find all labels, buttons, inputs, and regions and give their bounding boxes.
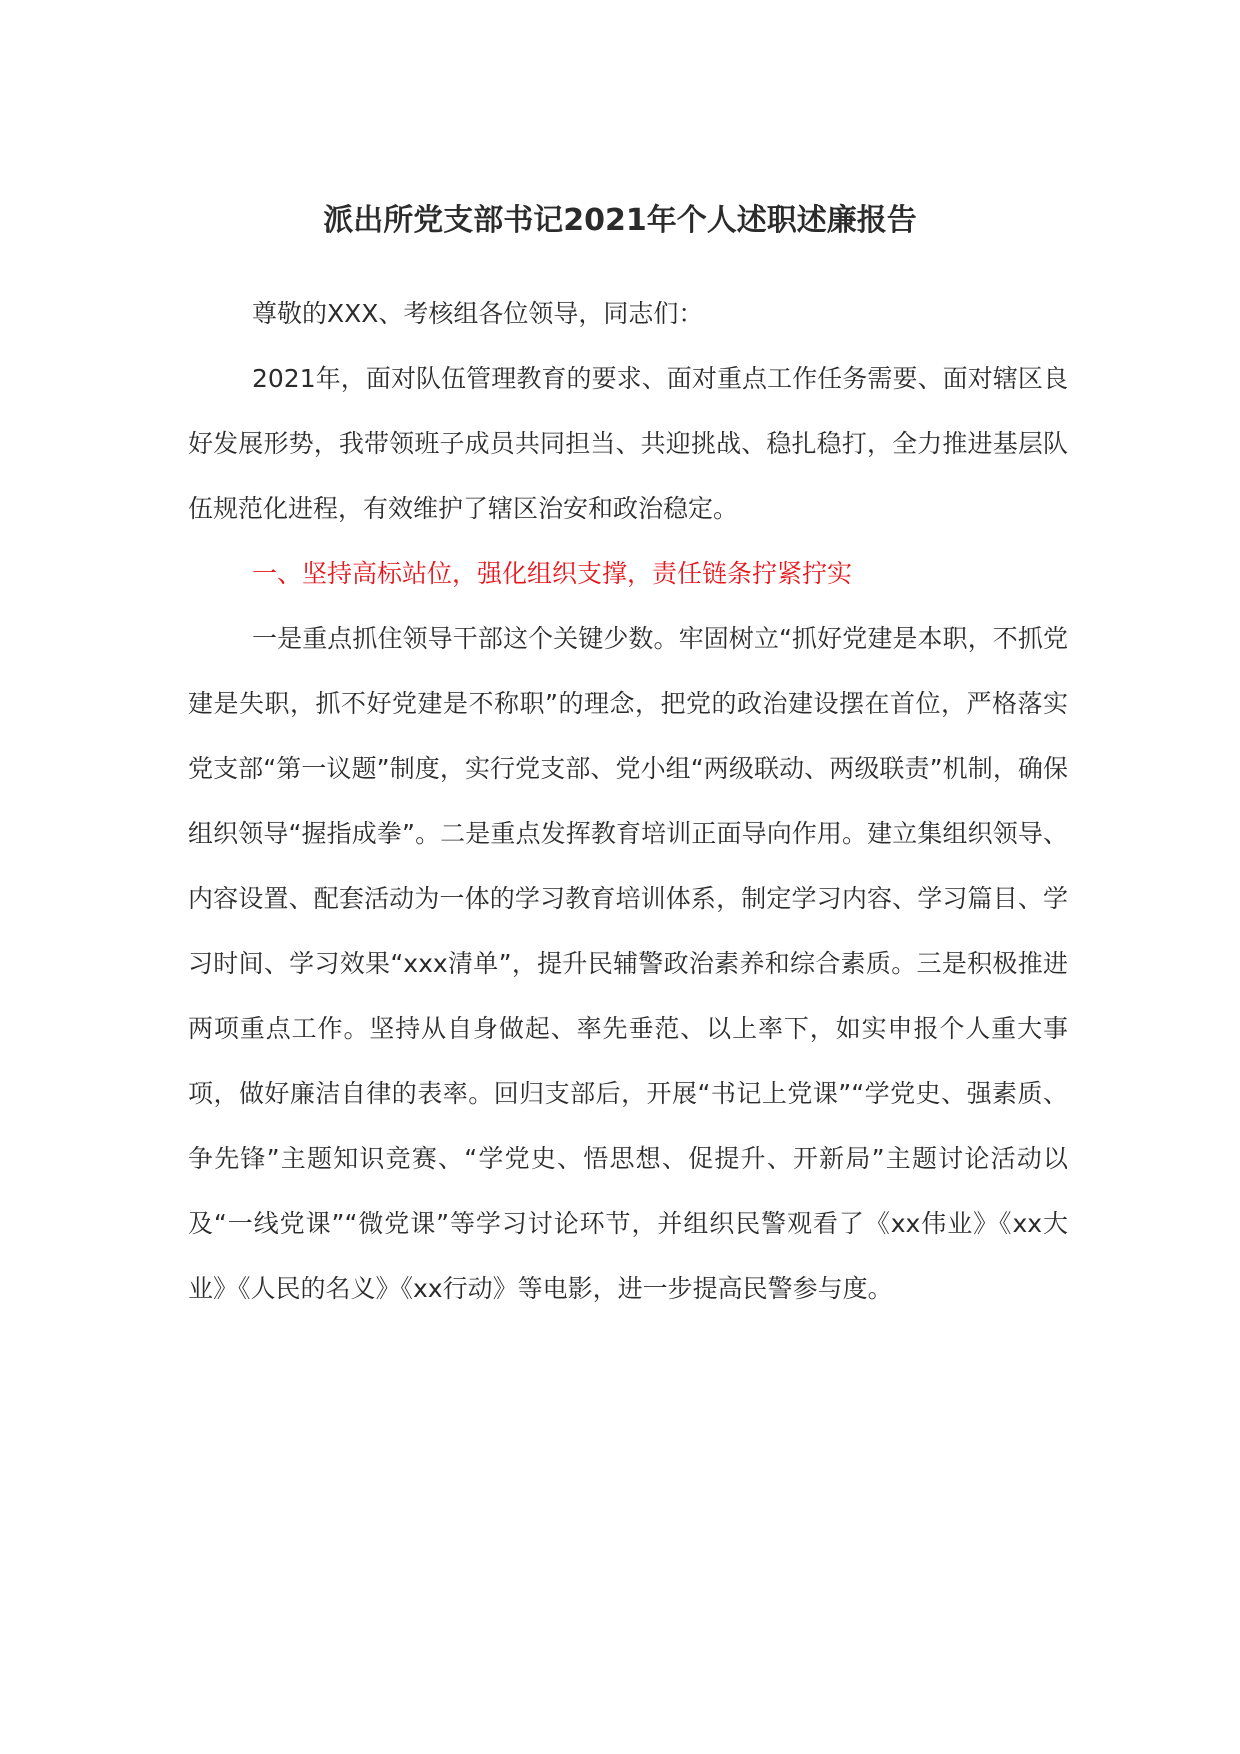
intro-paragraph: 2021年，面对队伍管理教育的要求、面对重点工作任务需要、面对辖区良好发展形势，我带领班子成员共同担当、共迎挑战、稳扎稳打，全力推进基层队伍规范化进程，有效维护了辖区治安和政治稳定。 — [188, 364, 1068, 523]
section-1-body-paragraph: 一是重点抓住领导干部这个关键少数。牢固树立“抓好党建是本职，不抓党建是失职，抓不好党建是不称职”的理念，把党的政治建设摆在首位，严格落实党支部“第一议题”制度，实行党支部、党小组“两级联动、两级联责”机制，确保组织领导“握指成拳”。二是重点发挥教育培训正面导向作用。建立集组织领导、内容设置、配套活动为一体的学习教育培训体系，制定学习内容、学习篇目、学习时间、学习效果“xxx清单”，提升民辅警政治素养和综合素质。三是积极推进两项重点工作。坚持从自身做起、率先垂范、以上率下，如实申报个人重大事项，做好廉洁自律的表率。回归支部后，开展“书记上党课”“学党史、强素质、争先锋”主题知识竞赛、“学党史、悟思想、促提升、开新局”主题讨论活动以及“一线党课”“微党课”等学习讨论环节，并组织民警观看了《xx伟业》《xx大业》《人民的名义》《xx行动》等电影，进一步提高民警参与度。 — [188, 624, 1068, 1303]
document-body — [188, 281, 1068, 1321]
salutation-paragraph: 尊敬的XXX、考核组各位领导，同志们： — [252, 299, 704, 328]
section-heading-1: 一、坚持高标站位，强化组织支撑，责任链条拧紧拧实 — [252, 559, 853, 588]
document-title: 派出所党支部书记2021年个人述职述廉报告 — [323, 203, 917, 238]
